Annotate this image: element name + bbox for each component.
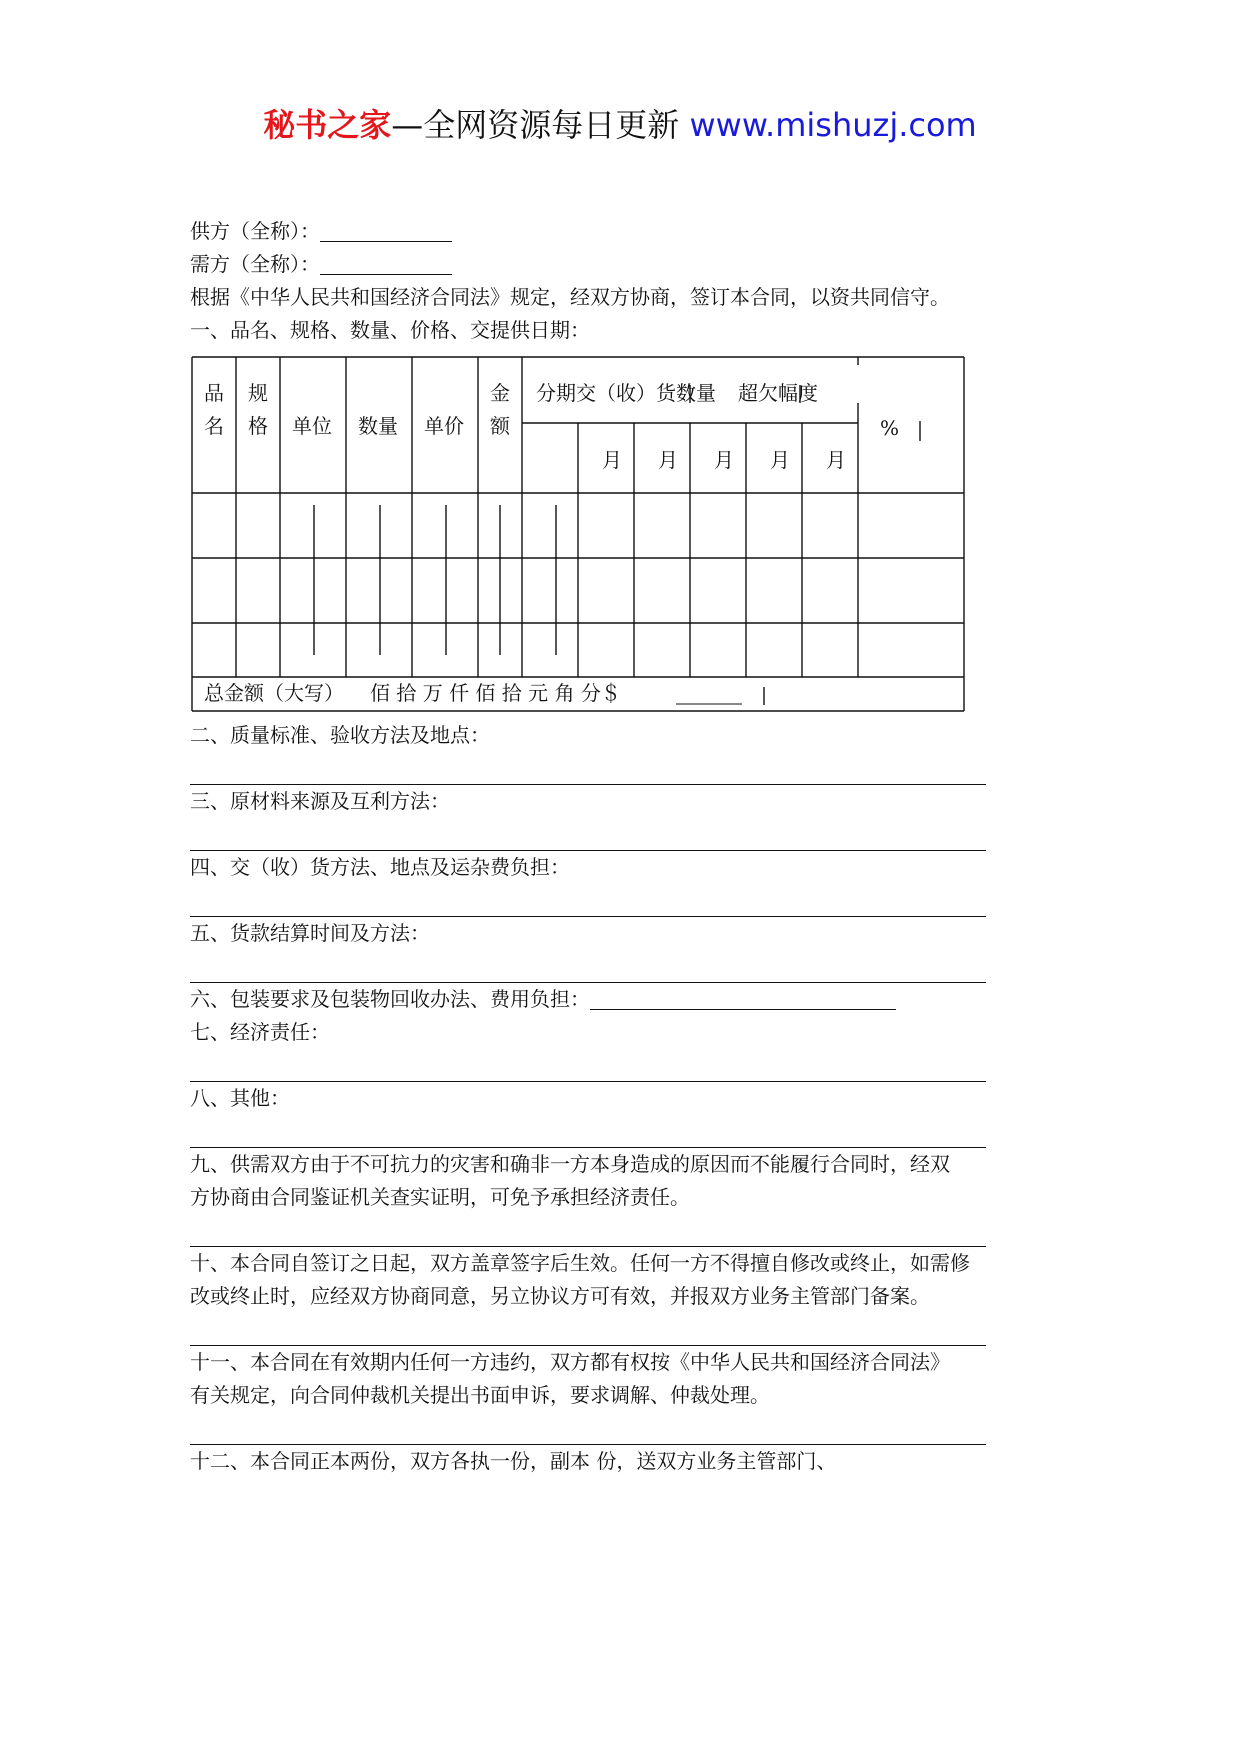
header-price: 单价: [424, 414, 464, 438]
header-unit: 单位: [292, 414, 332, 438]
section-3-blank[interactable]: [190, 818, 986, 851]
header-over: 超欠幅度: [738, 381, 818, 405]
section-4-title: 四、交（收）货方法、地点及运杂费负担：: [190, 855, 570, 879]
site-url-link[interactable]: www.mishuzj.com: [689, 106, 977, 144]
buyer-line: [190, 248, 990, 281]
header-jin: 金: [490, 381, 510, 405]
site-header: [0, 100, 1240, 146]
section-9-divider: [190, 1214, 986, 1247]
header-schedule: 分期交（收）货数量: [536, 381, 716, 405]
month-label: 月: [602, 448, 622, 472]
section-5-blank[interactable]: [190, 950, 986, 983]
brand-name: 秘书之家: [263, 106, 392, 144]
table-lines: [192, 357, 964, 711]
total-row: [204, 681, 742, 705]
month-label: 月: [714, 448, 734, 472]
section-7-blank[interactable]: [190, 1049, 986, 1082]
total-label: 总金额（大写）: [204, 681, 344, 705]
month-label: 月: [658, 448, 678, 472]
total-units: 佰 拾 万 仟 佰 拾 元 角 分＄: [370, 681, 621, 705]
section-8-title: 八、其他：: [190, 1086, 290, 1110]
intro-paragraph: 根据《中华人民共和国经济合同法》规定，经双方协商，签订本合同，以资共同信守。: [190, 285, 950, 309]
supplier-name-blank[interactable]: [320, 219, 452, 242]
contract-body: [190, 215, 990, 1478]
buyer-name-blank[interactable]: [320, 252, 452, 275]
section-5-title: 五、货款结算时间及方法：: [190, 921, 430, 945]
section-6-title: 六、包装要求及包装物回收办法、费用负担：: [190, 987, 590, 1011]
section-10-divider: [190, 1313, 986, 1346]
month-label: 月: [770, 448, 790, 472]
section-9-paragraph: 九、供需双方由于不可抗力的灾害和确非一方本身造成的原因而不能履行合同时，经双方协商由合同鉴证机关查实证明，可免予承担经济责任。: [190, 1152, 950, 1209]
section-11-divider: [190, 1412, 986, 1445]
supplier-line: [190, 215, 990, 248]
header-gui: 规: [248, 381, 268, 405]
section-2-title: 二、质量标准、验收方法及地点：: [190, 723, 490, 747]
month-label: 月: [826, 448, 846, 472]
section-4-blank[interactable]: [190, 884, 986, 917]
header-ming: 名: [204, 414, 224, 438]
section-8-blank[interactable]: [190, 1115, 986, 1148]
section-6-blank[interactable]: [590, 987, 896, 1010]
section-3-title: 三、原材料来源及互利方法：: [190, 789, 450, 813]
section-11-paragraph: 十一、本合同在有效期内任何一方违约，双方都有权按《中华人民共和国经济合同法》有关规定，向合同仲裁机关提出书面申诉，要求调解、仲裁处理。: [190, 1350, 950, 1407]
goods-table: [190, 355, 966, 715]
goods-table-grid: [190, 355, 966, 715]
table-header-text: [204, 381, 899, 472]
section-10-paragraph: 十、本合同自签订之日起，双方盖章签字后生效。任何一方不得擅自修改或终止，如需修改或终止时，应经双方协商同意，另立协议方可有效，并报双方业务主管部门备案。: [190, 1251, 970, 1308]
header-ge: 格: [248, 414, 268, 438]
section-12-paragraph: 十二、本合同正本两份，双方各执一份，副本 份，送双方业务主管部门、: [190, 1449, 837, 1473]
section-2-blank[interactable]: [190, 752, 986, 785]
supplier-label: 供方（全称）：: [190, 219, 320, 243]
section-6-line: [190, 983, 990, 1016]
header-e: 额: [490, 414, 510, 438]
buyer-label: 需方（全称）：: [190, 252, 320, 276]
header-pin: 品: [204, 381, 224, 405]
section-7-title: 七、经济责任：: [190, 1020, 330, 1044]
header-percent: %: [880, 416, 900, 440]
section-1-title: 一、品名、规格、数量、价格、交提供日期：: [190, 318, 590, 342]
slogan: —全网资源每日更新: [391, 106, 680, 144]
header-qty: 数量: [358, 414, 398, 438]
